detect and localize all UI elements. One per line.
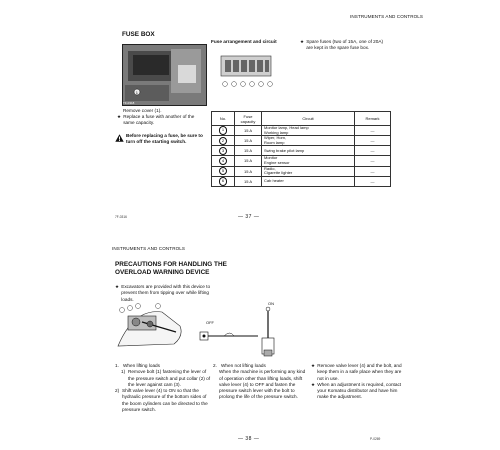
replace-fuse-note (117, 114, 207, 127)
table-row (212, 166, 391, 176)
row-capacity: 15 A (235, 126, 262, 136)
label-off: OFF (206, 320, 214, 325)
row-number: 1 (219, 126, 228, 135)
notes-column (311, 363, 408, 401)
header-circuit: Circuit (262, 112, 355, 126)
photo-code: TF-0318 (123, 101, 135, 105)
spare-fuse-text: Spare fuses (two of 15A, one of 20A) are kept in the spare fuse box. (306, 39, 384, 51)
row-remark: — (355, 146, 391, 156)
step-1-text: Remove bolt (1) fastening the lever of the pressure switch and put collar (2) of the lever against cam (3). (128, 369, 211, 387)
page-number-38: — 38 — (238, 436, 260, 442)
row-capacity: 15 A (235, 146, 262, 156)
fuse-arrangement-diagram (215, 48, 279, 95)
row-circuit: Wiper, Horn, Room lamp (262, 136, 355, 146)
fuse-table (211, 111, 391, 187)
lever-mechanism-illustration (114, 302, 196, 357)
remove-cover-text: Remove cover (1). (123, 108, 162, 113)
bullet-star-icon: ★ (311, 381, 316, 387)
row-number: 4 (219, 157, 228, 166)
bullet-star-icon: ★ (311, 363, 316, 368)
warning-block (115, 133, 210, 146)
page-number-37: — 37 — (238, 214, 260, 220)
spare-fuse-note (300, 39, 390, 52)
row-capacity: 15 A (235, 176, 262, 186)
row-circuit: Monitor lamp, Head lamp Working lamp (262, 126, 355, 136)
fuse-box-title: FUSE BOX (122, 31, 155, 38)
row-remark: — (355, 166, 391, 176)
row-number: 2 (219, 137, 228, 146)
left-page-code: 7F-0316 (115, 215, 127, 219)
overload-intro (115, 284, 219, 303)
right-page-code: P-0269 (370, 437, 381, 441)
label-on: ON (268, 301, 274, 306)
valve-lever-illustration (198, 306, 280, 365)
fuse-box-photo (122, 44, 207, 106)
overload-intro-text: Excavators are provided with this device to prevent them from tipping over while lifting loads. (121, 284, 211, 302)
table-row (212, 146, 391, 156)
header-capacity: Fuse capacity (235, 112, 262, 126)
overload-title: PRECAUTIONS FOR HANDLING THE OVERLOAD WARNING DEVICE (115, 261, 227, 276)
row-number: 6 (219, 177, 228, 186)
row-capacity: 15 A (235, 166, 262, 176)
row-remark: — (355, 176, 391, 186)
fuse-box-photo-art (123, 45, 206, 105)
running-header-bottom: INSTRUMENTS AND CONTROLS (112, 246, 186, 251)
list-marker: 1) (121, 369, 126, 375)
running-header-top: INSTRUMENTS AND CONTROLS (350, 14, 424, 19)
row-circuit: Monitor Engine sensor (262, 156, 355, 166)
row-circuit: Cab heater (262, 176, 355, 186)
when-not-lifting-heading: When not lifting loads (221, 363, 266, 368)
row-remark: — (355, 136, 391, 146)
row-capacity: 15 A (235, 136, 262, 146)
fuse-arrangement-caption: Fuse arrangement and circuit (211, 39, 277, 44)
row-number: 3 (219, 147, 228, 156)
warning-triangle-icon (115, 134, 124, 142)
note-remove-lever: Remove valve lever (4) and the bolt, and keep them in a safe place when they are not in use. (317, 363, 402, 381)
warning-text: Before replacing a fuse, be sure to turn off the starting switch. (126, 133, 203, 145)
header-remark: Remark (355, 112, 391, 126)
row-circuit: Radio, Cigarette lighter (262, 166, 355, 176)
note-adjustment: When an adjustment is required, contact your Komatsu distributor and have him make the adjustment. (317, 381, 402, 400)
table-row (212, 136, 391, 146)
list-item (311, 382, 408, 401)
list-item (115, 388, 212, 413)
row-remark: — (355, 126, 391, 136)
fuse-table-header (212, 112, 391, 126)
table-row (212, 156, 391, 166)
list-item (115, 369, 212, 388)
when-lifting-column (115, 363, 212, 413)
row-circuit: Swing brake pilot lamp (262, 146, 355, 156)
when-lifting-heading: When lifting loads (123, 363, 160, 368)
row-number: 5 (219, 167, 228, 176)
replace-fuse-text: Replace a fuse with another of the same capacity. (123, 114, 195, 126)
svg-text:1: 1 (135, 89, 139, 95)
when-not-lifting-column (213, 363, 310, 401)
step-2-text: Shift valve lever (4) to ON so that the hydraulic pressure of the bottom sides of the boom cylinders can be directed to the pressure switch. (122, 388, 208, 413)
list-item (311, 363, 408, 382)
header-no: No. (212, 112, 235, 126)
bullet-star-icon: ★ (117, 114, 122, 119)
list-marker: 1. (115, 363, 119, 368)
list-marker: 2. (213, 363, 217, 368)
row-remark: — (355, 156, 391, 166)
table-row (212, 126, 391, 136)
bullet-star-icon: ★ (300, 39, 305, 44)
row-capacity: 15 A (235, 156, 262, 166)
bullet-star-icon: ★ (115, 284, 120, 289)
table-row (212, 176, 391, 186)
when-not-lifting-text: When the machine is performing any kind of operation other than lifting loads, shift valve lever (4) to OFF and fasten the pressure switch lever with the bolt to prolong the life of the pressure switch. (219, 369, 306, 400)
list-marker: 2) (115, 388, 120, 394)
